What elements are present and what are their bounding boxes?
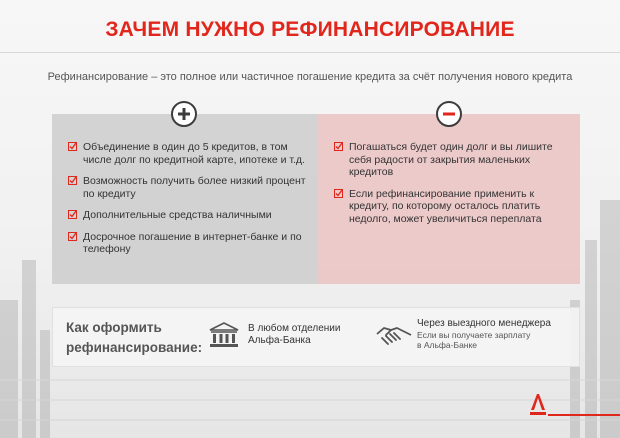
definition-text: Рефинансирование – это полное или частичное погашение кредита за счёт получения нового кредита [47, 71, 573, 83]
list-item [334, 141, 570, 179]
list-item [68, 231, 308, 256]
option-branch-label: В любом отделении Альфа-Банка [248, 323, 341, 346]
list-item [68, 175, 308, 200]
page-title: ЗАЧЕМ НУЖНО РЕФИНАНСИРОВАНИЕ [105, 18, 515, 41]
cons-item-text: Если рефинансирование применить к кредиту, по которому осталось платить недолго, может увеличиться переплата [349, 187, 542, 225]
pros-item-text: Дополнительные средства наличными [83, 209, 272, 221]
checkbox-checked-icon [68, 142, 77, 151]
alfa-bank-logo [528, 392, 548, 416]
how-to-apply-title: Как оформить рефинансирование: [66, 320, 203, 355]
minus-icon [436, 101, 462, 127]
option-manager-text [417, 318, 551, 350]
pros-item-text: Объединение в один до 5 кредитов, в том числе долг по кредитной карте, ипотеке и т.д. [83, 141, 305, 166]
pros-item-text: Возможность получить более низкий процент по кредиту [83, 175, 306, 200]
plus-icon [171, 101, 197, 127]
cons-item-text: Погашаться будет один долг и вы лишите себя радости от закрытия маленьких кредитов [349, 141, 553, 178]
bank-icon [208, 322, 240, 348]
checkbox-checked-icon [68, 232, 77, 241]
option-manager-note: Если вы получаете зарплату в Альфа-Банке [417, 330, 531, 350]
list-item [334, 188, 570, 226]
pros-item-text: Досрочное погашение в интернет-банке и по телефону [83, 230, 302, 255]
handshake-icon [376, 325, 412, 347]
pros-list [68, 141, 308, 265]
title-divider [0, 52, 620, 53]
option-branch-text [248, 323, 358, 347]
checkbox-checked-icon [68, 210, 77, 219]
checkbox-checked-icon [334, 189, 343, 198]
list-item [68, 141, 308, 166]
brand-line [548, 414, 620, 416]
option-manager-label: Через выездного менеджера [417, 318, 551, 329]
list-item [68, 209, 308, 222]
checkbox-checked-icon [68, 176, 77, 185]
cons-list [334, 141, 570, 234]
checkbox-checked-icon [334, 142, 343, 151]
